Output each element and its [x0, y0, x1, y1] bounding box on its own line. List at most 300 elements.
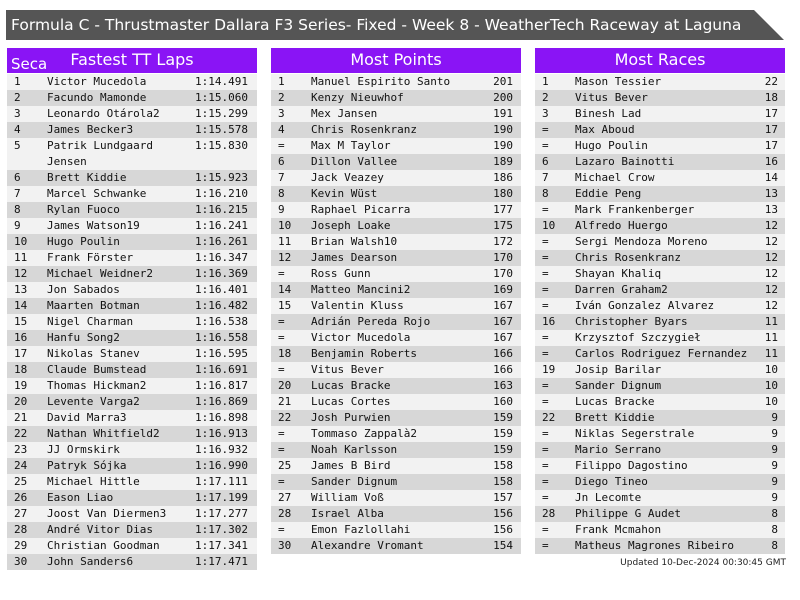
name-cell: William Voß	[311, 491, 384, 504]
rank-cell: =	[542, 235, 549, 248]
val-cell: 18	[764, 91, 778, 104]
table-row	[535, 138, 785, 154]
rank-cell: 7	[542, 171, 549, 184]
time-cell: 1:17.341	[195, 539, 248, 552]
rank-cell: 14	[278, 283, 292, 296]
rank-cell: 9	[278, 203, 285, 216]
fastest-laps-title: Fastest TT Laps	[70, 50, 194, 69]
table-row	[271, 410, 521, 426]
name-cell: Sander Dignum	[311, 475, 398, 488]
val-cell: 172	[493, 235, 513, 248]
val-cell: 156	[493, 507, 513, 520]
val-cell: 17	[764, 123, 778, 136]
rank-cell: 6	[14, 171, 21, 184]
val-cell: 11	[764, 331, 778, 344]
rank-cell: =	[542, 395, 549, 408]
table-row	[7, 202, 257, 218]
rank-cell: =	[542, 123, 549, 136]
rank-cell: 16	[14, 331, 28, 344]
name-cell: Lucas Bracke	[575, 395, 655, 408]
most-points-list	[271, 74, 521, 554]
name-cell: David Marra3	[47, 411, 127, 424]
rank-cell: 3	[542, 107, 549, 120]
time-cell: 1:16.215	[195, 203, 248, 216]
name-cell: Christopher Byars	[575, 315, 688, 328]
rank-cell: =	[542, 267, 549, 280]
table-row	[7, 442, 257, 458]
time-cell: 1:16.913	[195, 427, 248, 440]
name-cell: Carlos Rodriguez Fernandez	[575, 347, 748, 360]
rank-cell: =	[278, 427, 285, 440]
name-cell: Hanfu Song2	[47, 331, 120, 344]
name-cell: Sander Dignum	[575, 379, 662, 392]
table-row	[7, 522, 257, 538]
name-cell: Levente Varga2	[47, 395, 140, 408]
rank-cell: 21	[14, 411, 28, 424]
name-cell: Brian Walsh10	[311, 235, 398, 248]
rank-cell: =	[542, 251, 549, 264]
rank-cell: 22	[278, 411, 292, 424]
time-cell: 1:16.990	[195, 459, 248, 472]
table-row	[7, 298, 257, 314]
most-races-list	[535, 74, 785, 554]
rank-cell: =	[542, 203, 549, 216]
name-cell: Shayan Khaliq	[575, 267, 662, 280]
rank-cell: 5	[14, 139, 21, 152]
table-row	[535, 378, 785, 394]
time-cell: 1:16.558	[195, 331, 248, 344]
name-cell: Rylan Fuoco	[47, 203, 120, 216]
rank-cell: 7	[278, 171, 285, 184]
name-cell: Raphael Picarra	[311, 203, 411, 216]
table-row	[271, 426, 521, 442]
name-cell: Noah Karlsson	[311, 443, 398, 456]
most-races-panel	[535, 48, 785, 554]
rank-cell: 24	[14, 459, 28, 472]
rank-cell: 4	[14, 123, 21, 136]
name-cell: Binesh Lad	[575, 107, 642, 120]
val-cell: 160	[493, 395, 513, 408]
table-row	[535, 426, 785, 442]
name-cell: Victor Mucedola	[47, 75, 147, 88]
table-row	[535, 490, 785, 506]
name-cell: Joseph Loake	[311, 219, 391, 232]
table-row	[7, 250, 257, 266]
rank-cell: =	[542, 459, 549, 472]
time-cell: 1:17.471	[195, 555, 248, 568]
time-cell: 1:16.369	[195, 267, 248, 280]
table-row	[7, 314, 257, 330]
rank-cell: 13	[14, 283, 28, 296]
table-row	[7, 170, 257, 186]
rank-cell: 2	[278, 91, 285, 104]
time-cell: 1:16.595	[195, 347, 248, 360]
table-row	[7, 474, 257, 490]
name-cell: Dillon Vallee	[311, 155, 398, 168]
time-cell: 1:16.210	[195, 187, 248, 200]
name-cell: Alfredo Huergo	[575, 219, 668, 232]
table-row	[271, 458, 521, 474]
val-cell: 190	[493, 139, 513, 152]
rank-cell: =	[542, 299, 549, 312]
time-cell: 1:16.538	[195, 315, 248, 328]
name-cell: Max M Taylor	[311, 139, 391, 152]
table-row	[271, 490, 521, 506]
table-row	[535, 186, 785, 202]
table-row	[7, 186, 257, 202]
val-cell: 12	[764, 299, 778, 312]
val-cell: 9	[771, 443, 778, 456]
rank-cell: =	[278, 523, 285, 536]
table-row	[271, 90, 521, 106]
rank-cell: 20	[14, 395, 28, 408]
time-cell: 1:16.347	[195, 251, 248, 264]
val-cell: 189	[493, 155, 513, 168]
name-cell: Kenzy Nieuwhof	[311, 91, 404, 104]
name-cell: Patryk Sójka	[47, 459, 127, 472]
name-cell: Diego Tineo	[575, 475, 648, 488]
rank-cell: 14	[14, 299, 28, 312]
time-cell: 1:16.241	[195, 219, 248, 232]
name-cell: John Sanders6	[47, 555, 134, 568]
table-row	[535, 330, 785, 346]
name-cell: James Dearson	[311, 251, 398, 264]
table-row	[7, 218, 257, 234]
time-cell: 1:15.830	[195, 139, 248, 152]
table-row	[271, 298, 521, 314]
name-cell: Lazaro Bainotti	[575, 155, 675, 168]
name-cell: Facundo Mamonde	[47, 91, 147, 104]
table-row	[271, 362, 521, 378]
table-row	[535, 442, 785, 458]
val-cell: 12	[764, 267, 778, 280]
name-cell: Chris Rosenkranz	[311, 123, 417, 136]
name-cell: Eason Liao	[47, 491, 114, 504]
name-cell: Mex Jansen	[311, 107, 378, 120]
name-cell: Nathan Whitfield2	[47, 427, 160, 440]
val-cell: 8	[771, 523, 778, 536]
table-row	[535, 154, 785, 170]
val-cell: 13	[764, 187, 778, 200]
table-row	[271, 394, 521, 410]
table-row	[7, 122, 257, 138]
val-cell: 186	[493, 171, 513, 184]
name-cell: Matteo Mancini2	[311, 283, 411, 296]
val-cell: 9	[771, 459, 778, 472]
name-cell: Jack Veazey	[311, 171, 384, 184]
most-points-title: Most Points	[350, 50, 442, 69]
name-cell: Tommaso Zappalà2	[311, 427, 417, 440]
rank-cell: 1	[542, 75, 549, 88]
name-cell: Valentin Kluss	[311, 299, 404, 312]
name-cell: Mark Frankenberger	[575, 203, 695, 216]
rank-cell: 30	[14, 555, 28, 568]
table-row	[7, 538, 257, 554]
val-cell: 169	[493, 283, 513, 296]
val-cell: 12	[764, 235, 778, 248]
val-cell: 12	[764, 251, 778, 264]
rank-cell: 11	[14, 251, 28, 264]
rank-cell: 4	[278, 123, 285, 136]
rank-cell: =	[278, 267, 285, 280]
name-cell: Josh Purwien	[311, 411, 391, 424]
rank-cell: 12	[278, 251, 292, 264]
table-row	[7, 554, 257, 570]
table-row	[7, 346, 257, 362]
val-cell: 16	[764, 155, 778, 168]
fastest-laps-panel	[7, 48, 257, 570]
table-row	[7, 74, 257, 90]
time-cell: 1:17.302	[195, 523, 248, 536]
rank-cell: 2	[542, 91, 549, 104]
time-cell: 1:15.060	[195, 91, 248, 104]
rank-cell: =	[542, 379, 549, 392]
name-cell: Frank Mcmahon	[575, 523, 662, 536]
rank-cell: 10	[14, 235, 28, 248]
val-cell: 10	[764, 379, 778, 392]
table-row	[535, 218, 785, 234]
name-cell: Iván Gonzalez Alvarez	[575, 299, 715, 312]
name-cell: Max Aboud	[575, 123, 635, 136]
table-row	[7, 330, 257, 346]
title-banner	[6, 10, 784, 40]
name-cell: Manuel Espirito Santo	[311, 75, 451, 88]
val-cell: 157	[493, 491, 513, 504]
val-cell: 11	[764, 347, 778, 360]
most-points-header	[271, 48, 521, 73]
name-cell: Claude Bumstead	[47, 363, 147, 376]
name-cell: Christian Goodman	[47, 539, 160, 552]
rank-cell: 1	[14, 75, 21, 88]
rank-cell: 26	[14, 491, 28, 504]
val-cell: 22	[764, 75, 778, 88]
name-cell: Lucas Bracke	[311, 379, 391, 392]
name-cell: Sergi Mendoza Moreno	[575, 235, 708, 248]
page-title: Formula C - Thrustmaster Dallara F3 Series- Fixed - Week 8 - WeatherTech Raceway at Laguna	[11, 16, 742, 34]
table-row	[535, 170, 785, 186]
name-cell: Michael Weidner2	[47, 267, 153, 280]
table-row	[7, 410, 257, 426]
val-cell: 154	[493, 539, 513, 552]
rank-cell: =	[278, 363, 285, 376]
table-row	[271, 378, 521, 394]
name-cell: Jon Sabados	[47, 283, 120, 296]
rank-cell: =	[542, 475, 549, 488]
name-cell: Benjamin Roberts	[311, 347, 417, 360]
name-cell: Vitus Bever	[311, 363, 384, 376]
name-cell: Alexandre Vromant	[311, 539, 424, 552]
rank-cell: 16	[542, 315, 556, 328]
name-cell: Filippo Dagostino	[575, 459, 688, 472]
val-cell: 167	[493, 315, 513, 328]
time-cell: 1:16.691	[195, 363, 248, 376]
table-row	[271, 154, 521, 170]
name-cell: Darren Graham2	[575, 283, 668, 296]
most-points-panel	[271, 48, 521, 554]
time-cell: 1:14.491	[195, 75, 248, 88]
rank-cell: =	[278, 139, 285, 152]
name-cell: Ross Gunn	[311, 267, 371, 280]
rank-cell: 1	[278, 75, 285, 88]
table-row	[271, 170, 521, 186]
rank-cell: =	[278, 475, 285, 488]
rank-cell: =	[542, 427, 549, 440]
rank-cell: 11	[278, 235, 292, 248]
name-cell: Hugo Poulin	[575, 139, 648, 152]
name-cell: Niklas Segerstrale	[575, 427, 695, 440]
rank-cell: =	[278, 331, 285, 344]
table-row	[535, 346, 785, 362]
rank-cell: 21	[278, 395, 292, 408]
header-overflow-text: Seca	[11, 55, 48, 73]
name-cell: Emon Fazlollahi	[311, 523, 411, 536]
val-cell: 14	[764, 171, 778, 184]
name-cell: Mason Tessier	[575, 75, 662, 88]
most-races-title: Most Races	[614, 50, 706, 69]
table-row	[535, 122, 785, 138]
val-cell: 163	[493, 379, 513, 392]
name-cell: Michael Hittle	[47, 475, 140, 488]
rank-cell: =	[278, 315, 285, 328]
name-cell: Maarten Botman	[47, 299, 140, 312]
name-cell: Krzysztof Szczygieł	[575, 331, 701, 344]
table-row	[535, 90, 785, 106]
val-cell: 170	[493, 267, 513, 280]
rank-cell: =	[542, 539, 549, 552]
name-cell: Matheus Magrones Ribeiro	[575, 539, 734, 552]
table-row	[271, 74, 521, 90]
table-row	[7, 282, 257, 298]
table-row	[535, 250, 785, 266]
name-cell: Hugo Poulin	[47, 235, 120, 248]
table-row	[271, 474, 521, 490]
table-row	[7, 266, 257, 282]
rank-cell: 8	[278, 187, 285, 200]
name-cell: Jn Lecomte	[575, 491, 642, 504]
table-row	[535, 106, 785, 122]
table-row	[7, 138, 257, 170]
name-cell: Philippe G Audet	[575, 507, 681, 520]
time-cell: 1:17.111	[195, 475, 248, 488]
time-cell: 1:16.898	[195, 411, 248, 424]
rank-cell: =	[542, 283, 549, 296]
rank-cell: 17	[14, 347, 28, 360]
table-row	[535, 522, 785, 538]
val-cell: 167	[493, 331, 513, 344]
rank-cell: 8	[14, 203, 21, 216]
val-cell: 17	[764, 107, 778, 120]
name-cell: Patrik Lundgaard Jensen	[47, 139, 153, 168]
rank-cell: 25	[14, 475, 28, 488]
table-row	[271, 522, 521, 538]
val-cell: 12	[764, 283, 778, 296]
name-cell: Brett Kiddie	[575, 411, 655, 424]
table-row	[7, 490, 257, 506]
val-cell: 170	[493, 251, 513, 264]
rank-cell: =	[542, 331, 549, 344]
time-cell: 1:16.817	[195, 379, 248, 392]
rank-cell: 18	[14, 363, 28, 376]
val-cell: 200	[493, 91, 513, 104]
val-cell: 10	[764, 395, 778, 408]
table-row	[7, 394, 257, 410]
rank-cell: =	[542, 443, 549, 456]
rank-cell: 15	[278, 299, 292, 312]
name-cell: Marcel Schwanke	[47, 187, 147, 200]
table-row	[271, 250, 521, 266]
val-cell: 191	[493, 107, 513, 120]
name-cell: Israel Alba	[311, 507, 384, 520]
rank-cell: 28	[14, 523, 28, 536]
rank-cell: =	[542, 347, 549, 360]
name-cell: Mario Serrano	[575, 443, 662, 456]
most-races-header	[535, 48, 785, 73]
rank-cell: 19	[542, 363, 556, 376]
time-cell: 1:17.277	[195, 507, 248, 520]
name-cell: Lucas Cortes	[311, 395, 391, 408]
rank-cell: 15	[14, 315, 28, 328]
name-cell: Josip Barilar	[575, 363, 662, 376]
name-cell: Nigel Charman	[47, 315, 134, 328]
time-cell: 1:17.199	[195, 491, 248, 504]
rank-cell: 18	[278, 347, 292, 360]
table-row	[535, 234, 785, 250]
rank-cell: 28	[542, 507, 556, 520]
table-row	[535, 538, 785, 554]
val-cell: 9	[771, 491, 778, 504]
rank-cell: 3	[278, 107, 285, 120]
name-cell: Kevin Wüst	[311, 187, 378, 200]
val-cell: 201	[493, 75, 513, 88]
rank-cell: 30	[278, 539, 292, 552]
table-row	[535, 282, 785, 298]
table-row	[271, 202, 521, 218]
table-row	[271, 122, 521, 138]
table-row	[271, 346, 521, 362]
time-cell: 1:15.299	[195, 107, 248, 120]
rank-cell: 27	[14, 507, 28, 520]
name-cell: André Vitor Dias	[47, 523, 153, 536]
name-cell: Eddie Peng	[575, 187, 642, 200]
table-row	[271, 218, 521, 234]
rank-cell: 2	[14, 91, 21, 104]
table-row	[7, 458, 257, 474]
val-cell: 9	[771, 427, 778, 440]
table-row	[535, 74, 785, 90]
rank-cell: =	[542, 523, 549, 536]
name-cell: James Watson19	[47, 219, 140, 232]
val-cell: 166	[493, 347, 513, 360]
val-cell: 158	[493, 459, 513, 472]
rank-cell: 19	[14, 379, 28, 392]
table-row	[271, 138, 521, 154]
table-row	[535, 266, 785, 282]
name-cell: Leonardo Otárola2	[47, 107, 160, 120]
rank-cell: 22	[542, 411, 556, 424]
table-row	[535, 202, 785, 218]
rank-cell: 9	[14, 219, 21, 232]
val-cell: 167	[493, 299, 513, 312]
rank-cell: 20	[278, 379, 292, 392]
rank-cell: 25	[278, 459, 292, 472]
table-row	[535, 458, 785, 474]
val-cell: 13	[764, 203, 778, 216]
val-cell: 17	[764, 139, 778, 152]
table-row	[271, 282, 521, 298]
table-row	[7, 106, 257, 122]
name-cell: James Becker3	[47, 123, 134, 136]
last-updated-text: Updated 10-Dec-2024 00:30:45 GMT	[620, 558, 786, 568]
